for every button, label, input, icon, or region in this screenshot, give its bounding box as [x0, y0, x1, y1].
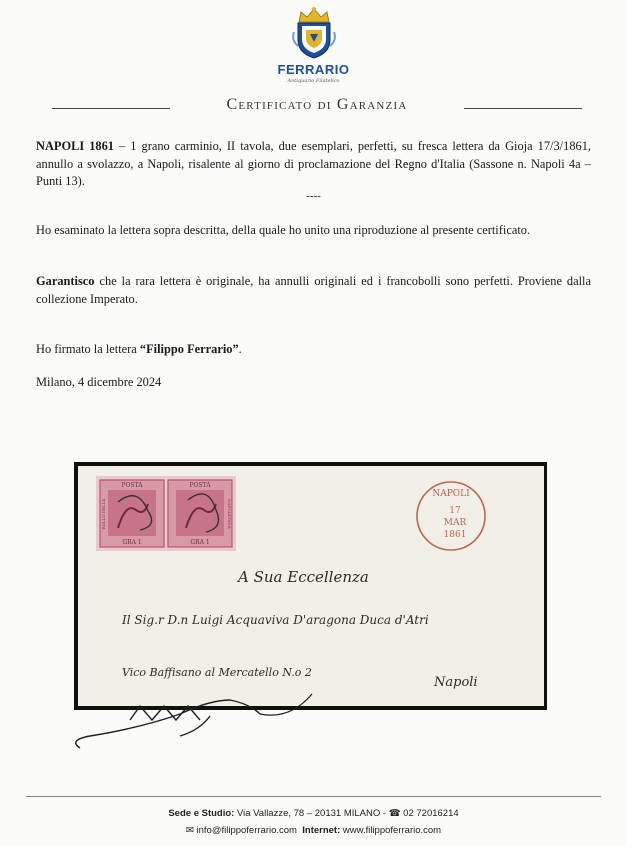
- stamp-pair: [96, 476, 236, 551]
- signature-name: “Filippo Ferrario”: [139, 342, 239, 356]
- address-line-1: A Sua Eccellenza: [238, 568, 369, 586]
- place-date: Milano, 4 dicembre 2024: [36, 375, 162, 389]
- stamp-side-right: NAPOLETANA: [227, 499, 232, 529]
- signature-paragraph: [36, 341, 591, 359]
- footer-email[interactable]: ✉ info@filippoferrario.com: [185, 825, 297, 836]
- examination-paragraph: Ho esaminato la lettera sopra descritta, della quale ho unito una riproduzione al presente certificato.: [36, 223, 531, 237]
- footer-divider: [26, 796, 601, 797]
- description-lead: NAPOLI 1861: [36, 139, 115, 153]
- address-line-2: Il Sig.r D.n Luigi Acquaviva D'aragona Duca d'Atri: [122, 613, 429, 627]
- stamp-top-label-1: POSTA: [121, 482, 143, 489]
- postmark: [417, 482, 485, 550]
- certificate-title: [52, 96, 582, 116]
- postmark-day: 17: [449, 506, 461, 516]
- signature-pre: Ho firmato la lettera: [36, 342, 140, 356]
- title-divider-right: [464, 108, 582, 109]
- signature-post: .: [238, 342, 242, 356]
- guarantee-lead: Garantisco: [36, 274, 95, 288]
- description-paragraph: [36, 138, 591, 191]
- footer-internet-label: Internet:: [302, 825, 341, 836]
- footer-contacts: [0, 825, 627, 836]
- postmark-city: NAPOLI: [432, 489, 470, 499]
- footer-website[interactable]: www.filippoferrario.com: [340, 825, 442, 836]
- title-text: Certificato di Garanzia: [226, 96, 408, 113]
- brand-name: FERRARIO: [277, 62, 350, 77]
- brand-tagline: Antiquario Filatelico: [287, 78, 340, 84]
- stamp-value-2: GRA 1: [190, 539, 210, 546]
- stamp-top-label-2: POSTA: [189, 482, 211, 489]
- postmark-month: MAR: [443, 518, 467, 528]
- stamp-side-left: BOLLO DELLA: [101, 498, 106, 530]
- stamp-value-1: GRA 1: [122, 539, 142, 546]
- crest-icon: [289, 6, 339, 60]
- header-logo: [0, 6, 627, 84]
- description-text: – 1 grano carminio, II tavola, due esemplari, perfetti, su fresca lettera da Gioja 17/3/1861, annullo a svolazzo, a Napoli, risalente al giorno di proclamazione del Regno d'Italia (Sassone n. Napoli 4a – Punti 13).: [36, 139, 592, 188]
- signature-scrawl: [60, 670, 320, 760]
- guarantee-text: che la rara lettera è originale, ha annulli originali ed i francobolli sono perfetti. Proviene dalla collezione Imperato.: [36, 274, 591, 306]
- footer-address-label: Sede e Studio:: [168, 808, 235, 819]
- footer-address: [0, 808, 627, 819]
- postmark-year: 1861: [443, 530, 467, 540]
- address-line-4: Napoli: [434, 675, 478, 690]
- separator: ----: [306, 190, 321, 202]
- guarantee-paragraph: [36, 273, 591, 308]
- footer-address-value: Via Vallazze, 78 – 20131 MILANO - ☎ 02 72016214: [234, 808, 459, 819]
- address-line-3: Vico Baffisano al Mercatello N.o 2: [122, 666, 312, 679]
